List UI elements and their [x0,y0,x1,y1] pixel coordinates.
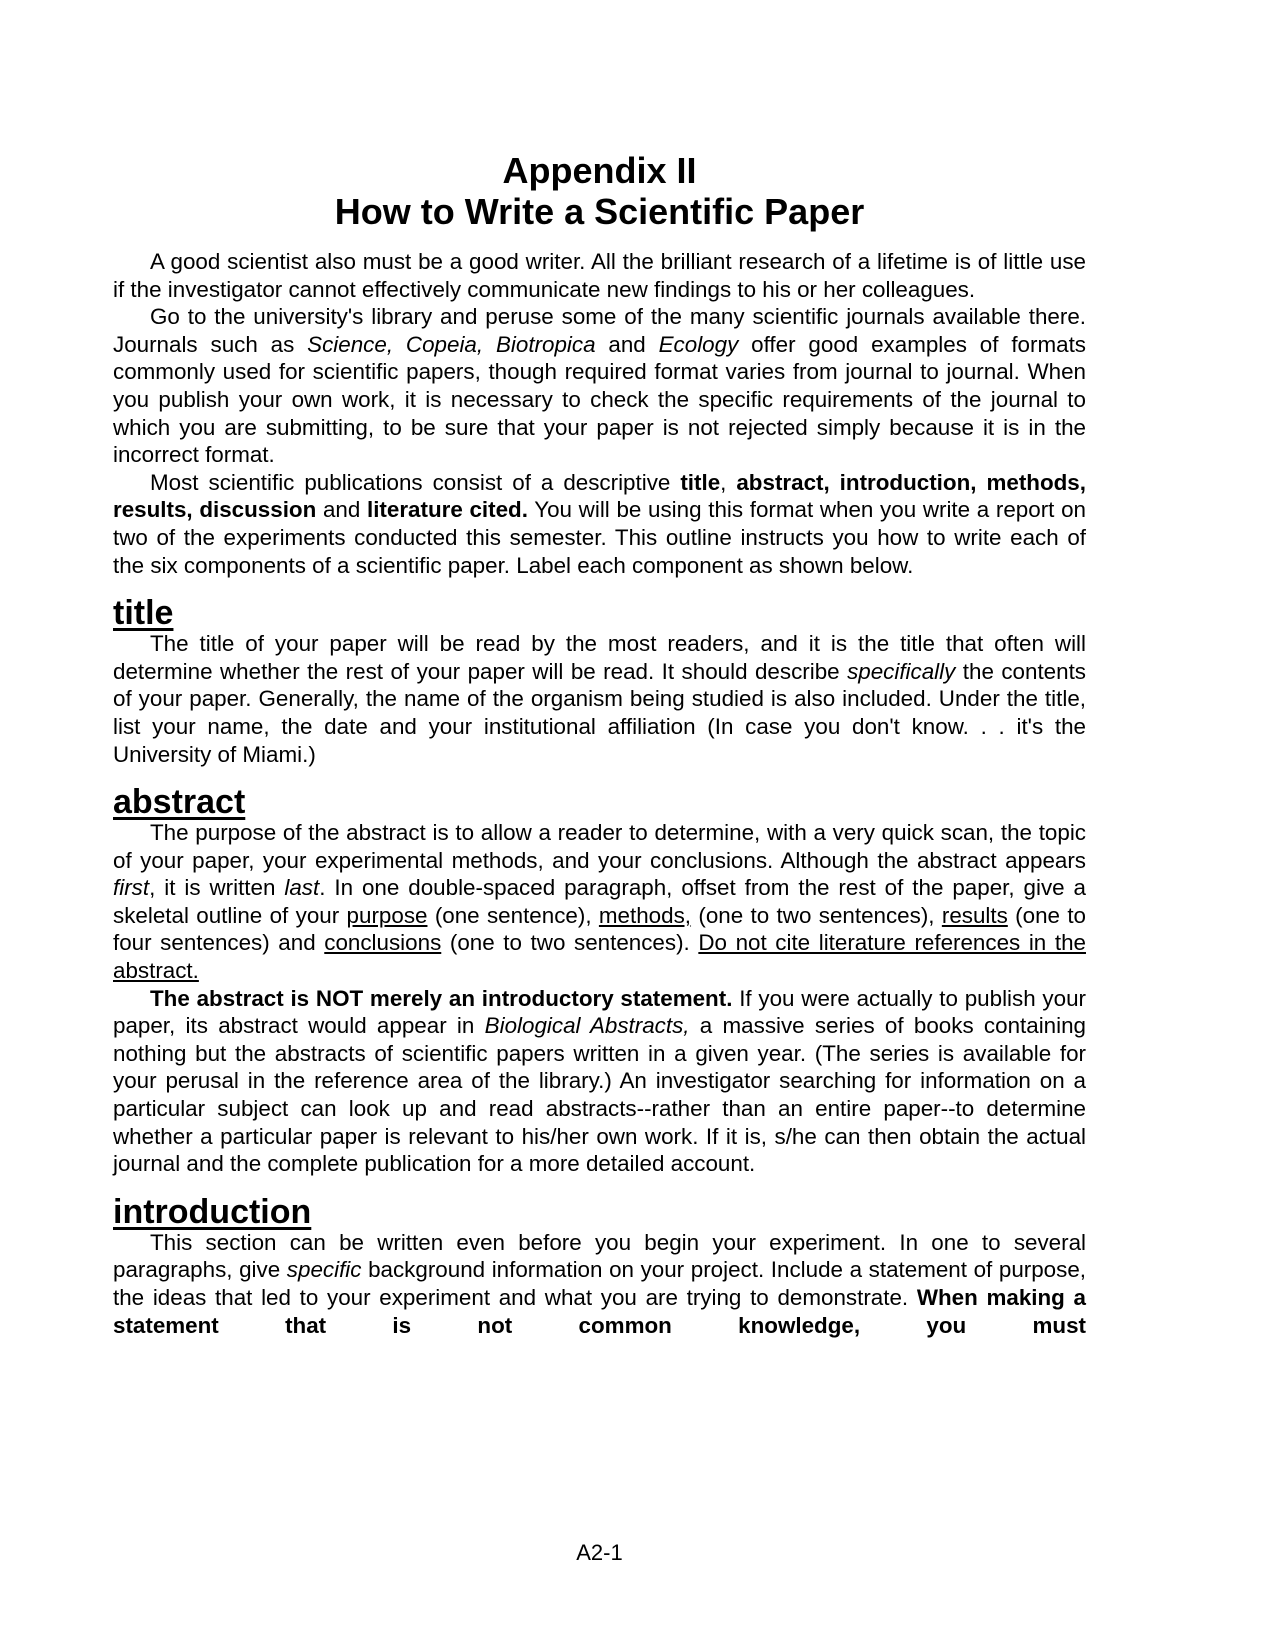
text-run: (one to four sentences) and [113,902,1087,956]
text-run: offer good examples of formats commonly used for scientific papers, though required format varies from journal to journal. When you publish your own work, it is necessary to check the specific requirements of the journal to which you are submitting, to be sure that your paper is not rejected simply because it is in the incorrect format. [113,331,1086,468]
text-run: Most scientific publications consist of a descriptive [150,469,681,495]
intro-paragraph-1: A good scientist also must be a good writer. All the brilliant research of a lifetime is of little use if the investigator cannot effectively communicate new findings to his or her colleagues. [113,249,1086,302]
introduction-paragraph-1 [113,1229,1086,1339]
journal-name-ecology: Ecology [658,331,739,357]
italic-term: specifically [847,658,956,684]
text-run: The title of your paper will be read by the most readers, and it is the title that often will determine whether the rest of your paper will be read. It should describe [113,631,1086,684]
text-run: (one sentence), [427,902,599,928]
bold-sentence: When making a statement that is not common knowledge, you must [113,1285,1086,1338]
underlined-term: conclusions [324,930,442,956]
text-run: , [720,469,737,495]
text-run: and [595,331,659,357]
journal-names: Science, Copeia, Biotropica [307,331,596,357]
text-run: (one to two sentences). [441,930,699,956]
italic-term: first [113,875,150,901]
italic-term: Biological Abstracts, [484,1013,690,1039]
text-run: You will be using this format when you write a report on two of the experiments conducted this semester. This outline instructs you how to write each of the six components of a scientific paper. Label each component as shown below. [113,497,1086,578]
text-run: background information on your project. Include a statement of purpose, the ideas that led to your experiment and what you are trying to demonstrate. [113,1257,1087,1310]
text-run: , it is written [149,875,285,901]
italic-term: last [284,875,320,901]
bold-sentence: The abstract is NOT merely an introductory statement. [150,985,733,1011]
text-run: the contents of your paper. Generally, the name of the organism being studied is also included. Under the title, list your name, the date and your institutional affiliation (In case you don't know. . . it's the University of Miami.) [113,658,1086,767]
text-run: If you were actually to publish your paper, its abstract would appear in [113,985,1086,1039]
abstract-paragraph-2 [113,985,1086,1178]
text-run: . In one double-spaced paragraph, offset from the rest of the paper, give a skeletal outline of your [113,875,1086,928]
section-heading-abstract: abstract [113,783,246,822]
title-paragraph-1 [113,630,1086,768]
intro-paragraph-3 [113,469,1086,579]
underlined-sentence: Do not cite literature references in the abstract. [113,930,1086,984]
bold-term: abstract, introduction, methods, results, discussion [113,469,1086,523]
underlined-term: methods, [598,902,692,928]
document-body [113,248,1086,1339]
underlined-term: purpose [346,902,428,928]
bold-term: literature cited. [366,497,528,523]
text-run: The purpose of the abstract is to allow a reader to determine, with a very quick scan, the topic of your paper, your experimental methods, and your conclusions. Although the abstract appears [113,820,1086,873]
underlined-term: results [941,902,1008,928]
title-line-main: How to Write a Scientific Paper [334,191,865,232]
intro-paragraph-2 [113,303,1086,469]
text-run: This section can be written even before you begin your experiment. In one to several paragraphs, give [113,1229,1086,1283]
abstract-paragraph-1 [113,819,1086,985]
section-heading-title: title [113,594,174,633]
bold-term: title [680,469,721,495]
text-run: and [316,497,367,523]
section-heading-introduction: introduction [113,1192,312,1231]
document-title [113,150,1086,232]
page-number: A2-1 [576,1540,623,1565]
italic-term: specific [286,1257,362,1283]
text-run: Go to the university's library and peruse some of the many scientific journals available there. Journals such as [113,304,1086,357]
text-run: (one to two sentences), [691,902,942,928]
title-line-appendix: Appendix II [502,150,697,191]
text-run: a massive series of books containing nothing but the abstracts of scientific papers written in a given year. (The series is available for your perusal in the reference area of the library.) An investigator searching for information on a particular subject can look up and read abstracts--rather than an entire paper--to determine whether a particular paper is relevant to his/her own work. If it is, s/he can then obtain the actual journal and the complete publication for a more detailed account. [113,1013,1087,1177]
